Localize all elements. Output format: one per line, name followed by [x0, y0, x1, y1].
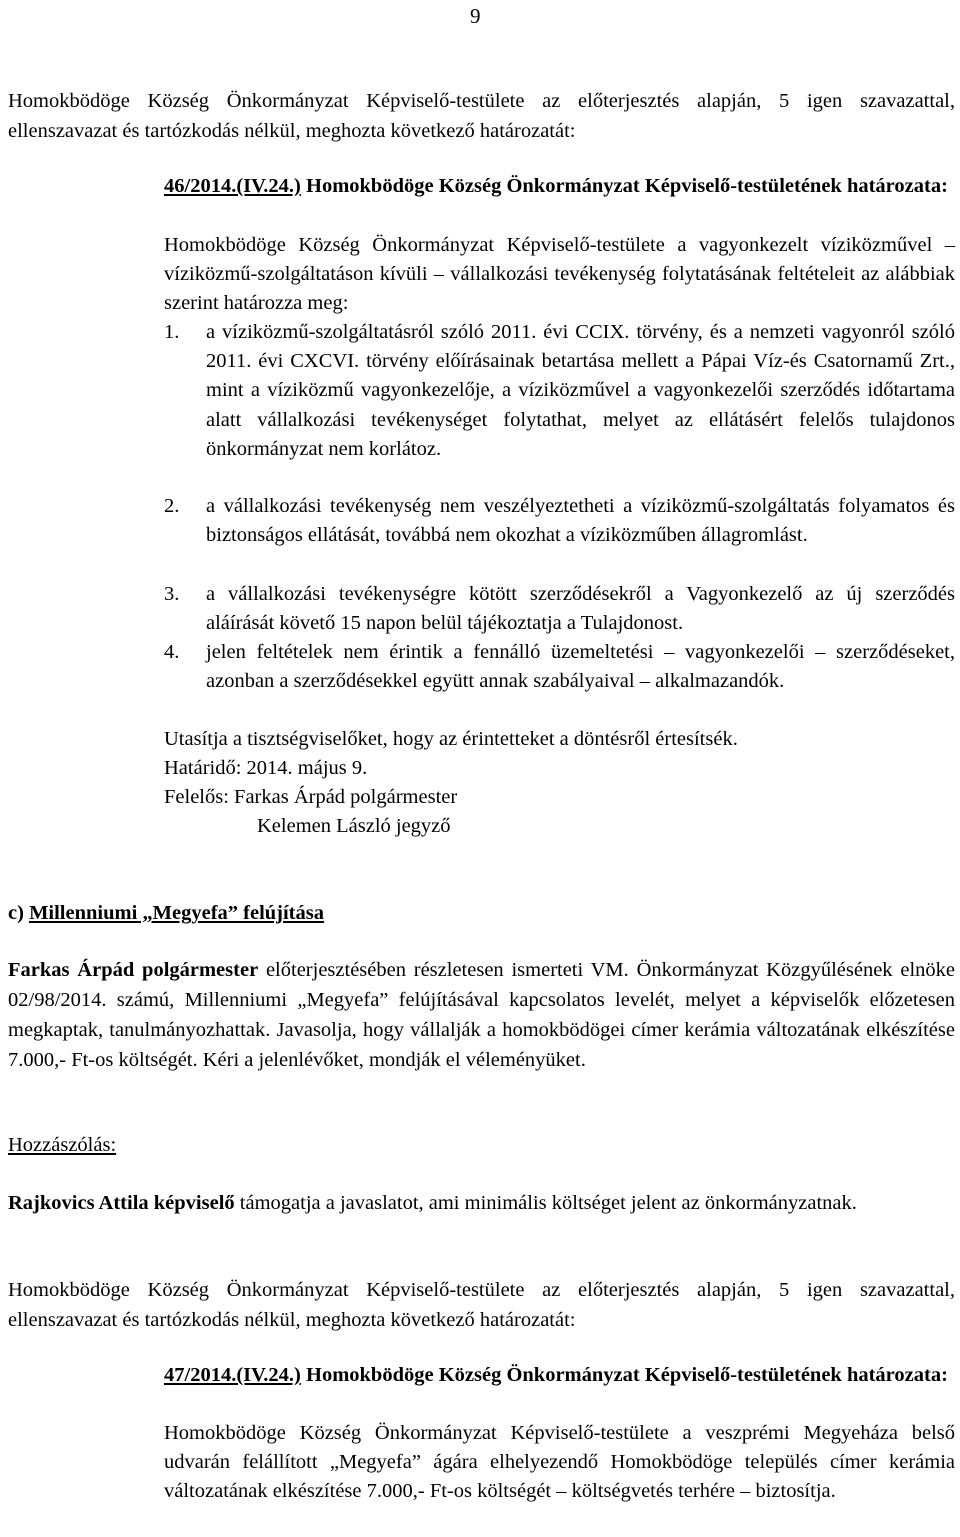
item-text: a víziközmű-szolgáltatásról szóló 2011. évi CCIX. törvény, és a nemzeti vagyonról szóló 2011. évi CXCVI. törvény előírásainak betartása mellett a Pápai Víz-és Csatornamű Zrt., mint a víziközmű vagyonkezelője, a víziközművel a vagyonkezelői szerződés időtartama alatt vállalkozási tevékenységet folytathat, melyet az ellátásért felelős tulajdonos önkormányzat nem korlátoz. [206, 321, 955, 460]
resolution-46-item-1 [164, 318, 955, 464]
mayor-presentation-paragraph [8, 955, 955, 1075]
resolution-46-item-2 [164, 492, 955, 550]
section-c-prefix: c) [8, 902, 30, 924]
voting-intro-paragraph: Homokbödöge Község Önkormányzat Képviselő-testülete az előterjesztés alapján, 5 igen szavazattal, ellenszavazat és tartózkodás nélkül, meghozta következő határozatát: [8, 90, 955, 142]
commenter-name: Rajkovics Attila képviselő [8, 1192, 235, 1214]
comment-paragraph [8, 1188, 955, 1218]
resolution-47-text: Homokbödöge Község Önkormányzat Képviselő-testülete a veszprémi Megyeháza belső udvarán felállított „Megyefa” ágára elhelyezendő Homokbödöge település címer kerámia változatának elkészítése 7.000,- Ft-os költségét – költségvetés terhére – biztosítja. [164, 1422, 955, 1502]
resolution-46-item-3 [164, 580, 955, 638]
comment-text: támogatja a javaslatot, ami minimális költséget jelent az önkormányzatnak. [234, 1192, 857, 1214]
resolution-46-number: 46/2014.(IV.24.) [164, 175, 301, 197]
section-c-heading [8, 898, 955, 928]
resolution-46-instruction: Utasítja a tisztségviselőket, hogy az érintetteket a döntésről értesítsék. [164, 728, 738, 750]
item-number: 3. [164, 583, 180, 605]
resolution-47-number: 47/2014.(IV.24.) [164, 1364, 301, 1386]
resolution-46-title: Homokbödöge Község Önkormányzat Képviselő-testületének határozata: [300, 175, 948, 197]
page-number: 9 [470, 4, 481, 28]
item-text: a vállalkozási tevékenységre kötött szerződésekről a Vagyonkezelő az új szerződés aláírását követő 15 napon belül tájékoztatja a Tulajdonost. [206, 583, 955, 635]
comments-heading: Hozzászólás: [8, 1134, 117, 1156]
item-number: 1. [164, 321, 180, 343]
section-c-title: Millenniumi „Megyefa” felújítása [29, 902, 324, 924]
resolution-46-deadline: Határidő: 2014. május 9. [164, 757, 368, 779]
item-number: 2. [164, 495, 180, 517]
item-text: jelen feltételek nem érintik a fennálló üzemeltetési – vagyonkezelői – szerződéseket, azonban a szerződésekkel együtt annak szabályaival – alkalmazandók. [206, 641, 955, 693]
resolution-46-responsible: Felelős: Farkas Árpád polgármester [164, 786, 458, 808]
voting-intro-paragraph-2: Homokbödöge Község Önkormányzat Képviselő-testülete az előterjesztés alapján, 5 igen szavazattal, ellenszavazat és tartózkodás nélkül, meghozta következő határozatát: [8, 1279, 955, 1331]
speaker-name: Farkas Árpád polgármester [8, 959, 259, 981]
resolution-47-title: Homokbödöge Község Önkormányzat Képviselő-testületének határozata: [300, 1364, 948, 1386]
mayor-presentation-text: előterjesztésében részletesen ismerteti VM. Önkormányzat Közgyűlésének elnöke 02/98/2014. számú, Millenniumi „Megyefa” felújításával kapcsolatos levelét, melyet a képviselők előzetesen megkaptak, tanulmányozhattak. Javasolja, hogy vállalják a homokbödögei címer kerámia változatának elkészítése 7.000,- Ft-os költségét. Kéri a jelenlévőket, mondják el véleményüket. [8, 959, 955, 1071]
resolution-47-heading [164, 1361, 955, 1390]
resolution-46-heading [164, 172, 955, 201]
item-number: 4. [164, 641, 180, 663]
resolution-46-intro: Homokbödöge Község Önkormányzat Képviselő-testülete a vagyonkezelt víziközművel – víziközmű-szolgáltatáson kívüli – vállalkozási tevékenység folytatásának feltételeit az alábbiak szerint határozza meg: [164, 234, 955, 314]
resolution-46-responsible-notary: Kelemen László jegyző [257, 815, 451, 837]
item-text: a vállalkozási tevékenység nem veszélyeztetheti a víziközmű-szolgáltatás folyamatos és biztonságos ellátását, továbbá nem okozhat a víziközműben állagromlást. [206, 495, 955, 547]
resolution-46-item-4 [164, 638, 955, 696]
